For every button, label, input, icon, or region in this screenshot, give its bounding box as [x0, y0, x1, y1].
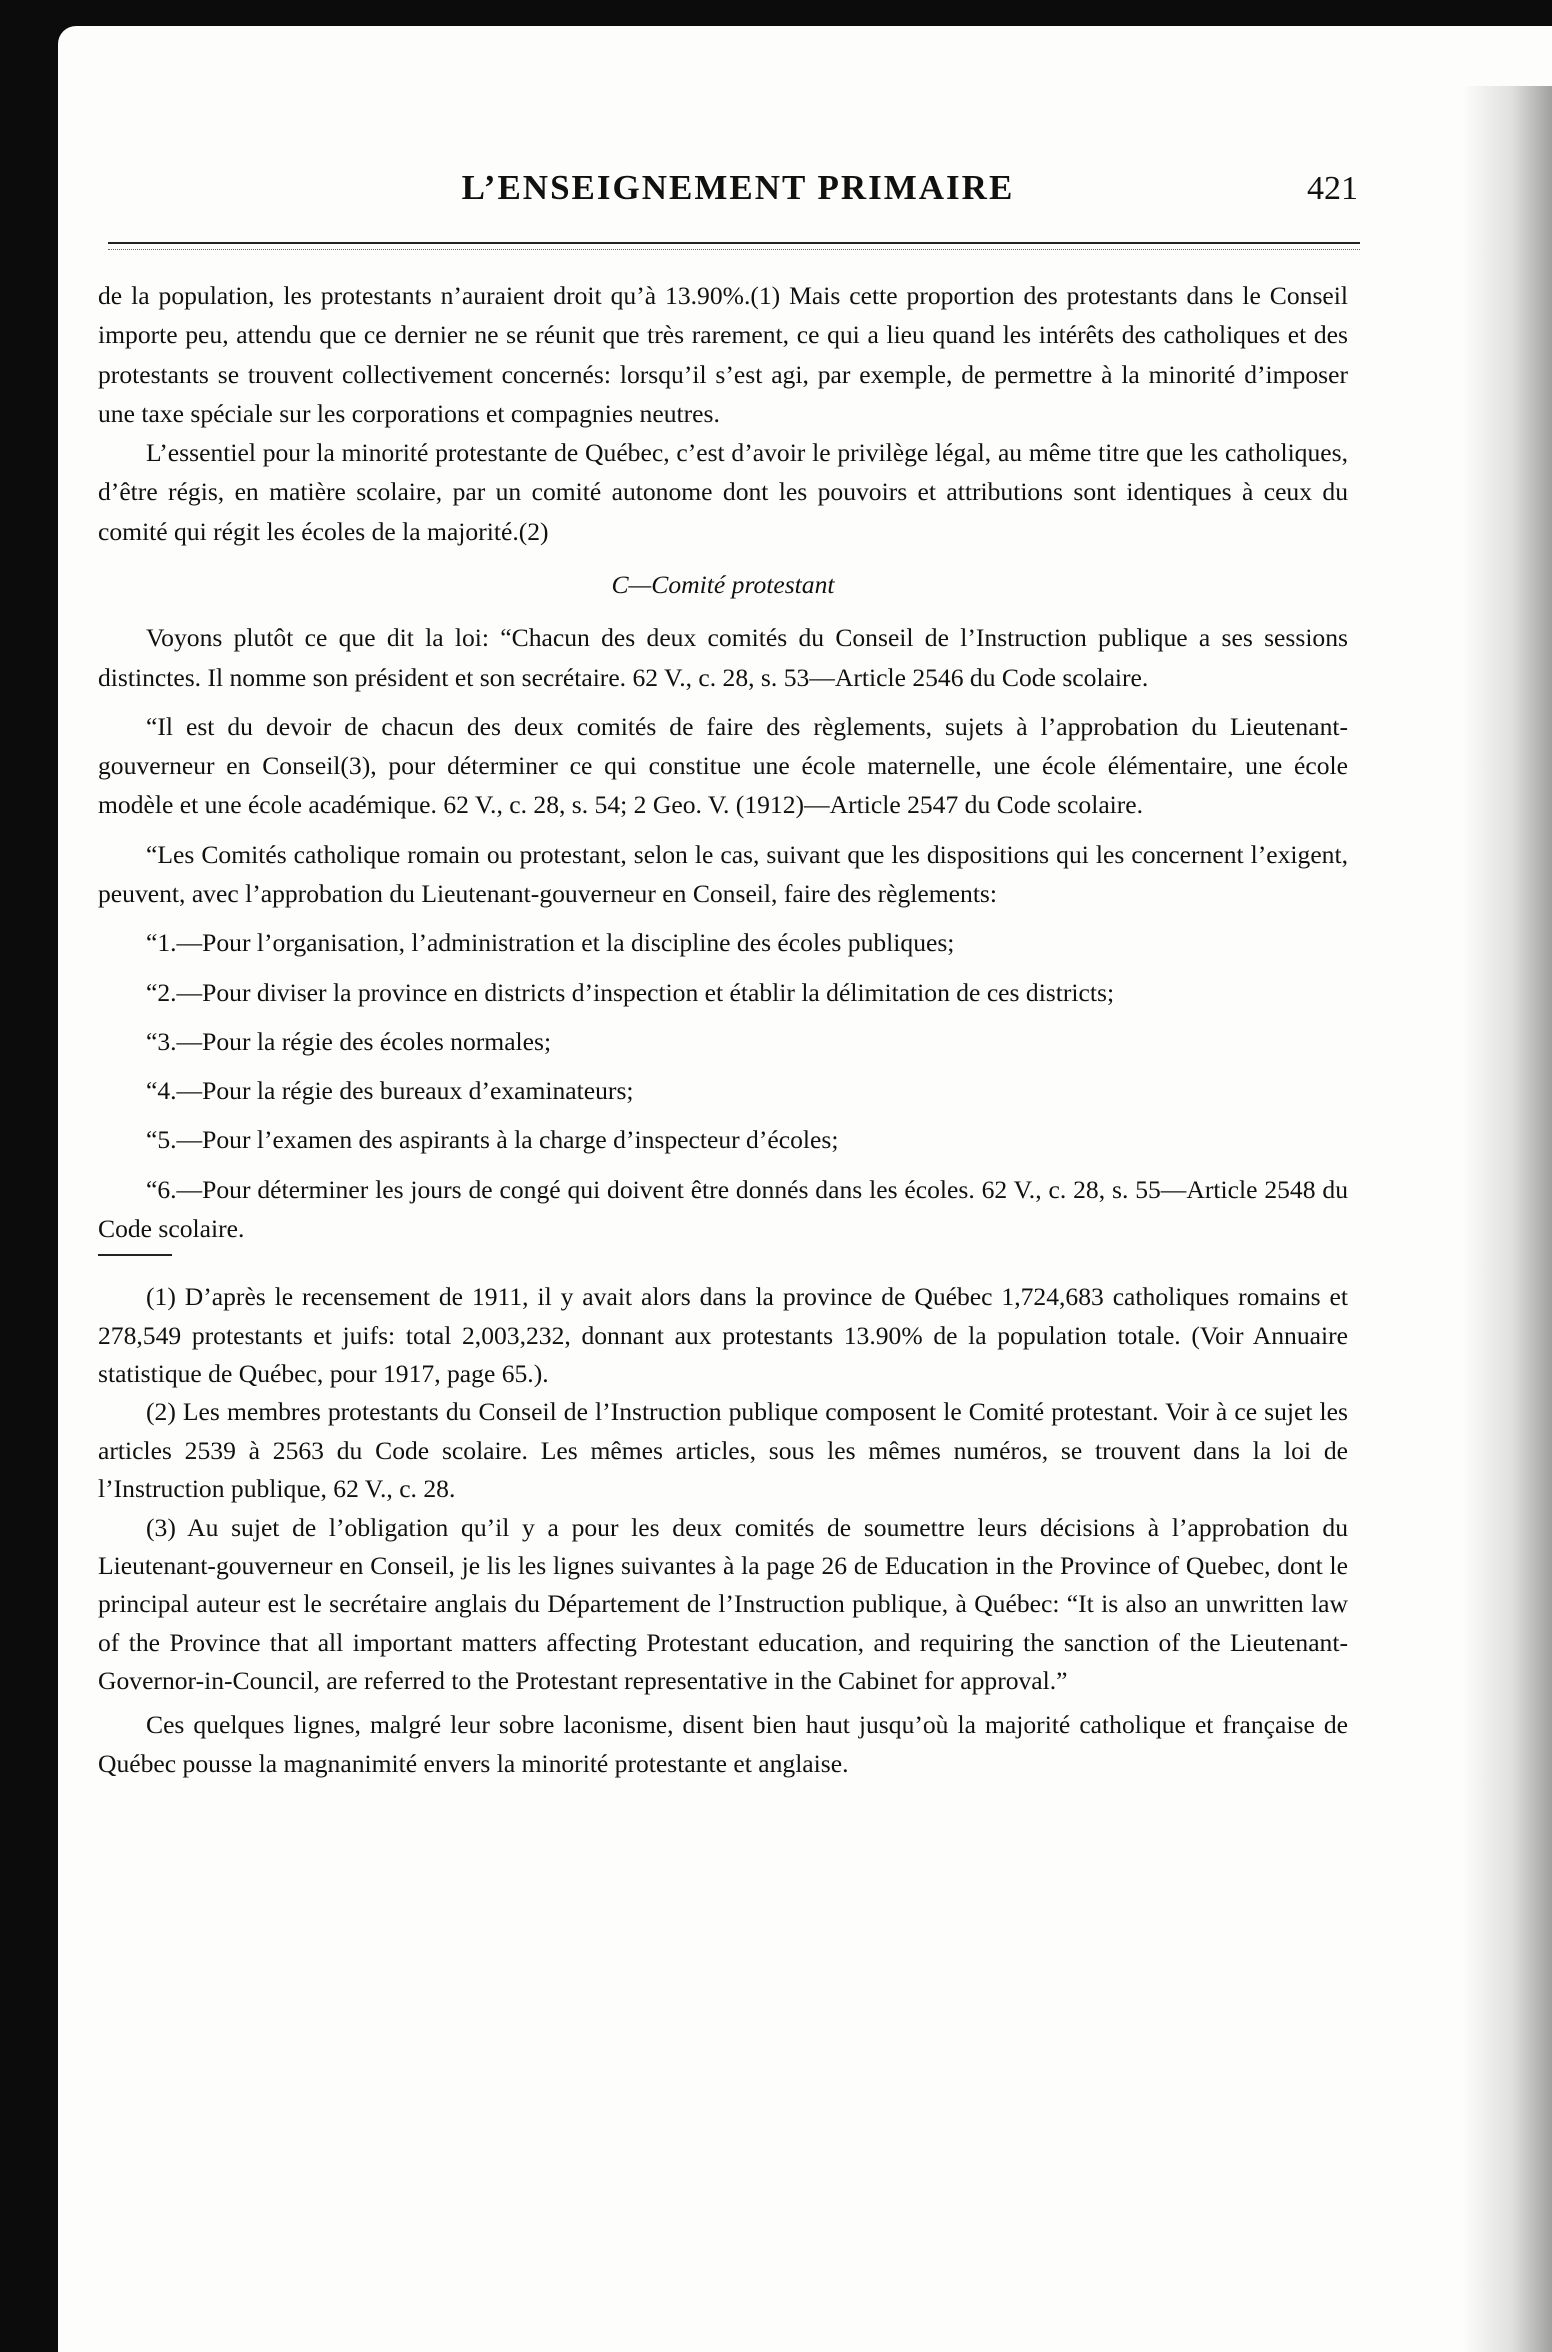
list-item: “1.—Pour l’organisation, l’administration et la discipline des écoles publiques; — [146, 928, 955, 958]
footnote-continuation: Ces quelques lignes, malgré leur sobre laconisme, disent bien haut jusqu’où la majorité catholique et française de Québec pousse la magnanimité envers la minorité protestante et anglaise. — [98, 1710, 1348, 1778]
book-page — [58, 26, 1552, 2352]
footnotes — [98, 1278, 1348, 1783]
paragraph: “Les Comités catholique romain ou protestant, selon le cas, suivant que les dispositions qui les concernent l’exigent, peuvent, avec l’approbation du Lieutenant-gouverneur en Conseil, faire des règlements: — [98, 839, 1348, 908]
paragraph: Voyons plutôt ce que dit la loi: “Chacun des deux comités du Conseil de l’Instruction publique a ses sessions distinctes. Il nomme son président et son secrétaire. 62 V., c. 28, s. 53—Article 2546 du Code scolaire. — [98, 623, 1348, 692]
paragraph: L’essentiel pour la minorité protestante de Québec, c’est d’avoir le privilège légal, au même titre que les catholiques, d’être régis, en matière scolaire, par un comité autonome dont les pouvoirs et attributions sont identiques à ceux du comité qui régit les écoles de la majorité.(2) — [98, 438, 1348, 546]
list-item: “3.—Pour la régie des écoles normales; — [146, 1026, 552, 1056]
scan-left-border — [0, 0, 58, 2352]
footnote: (1) D’après le recensement de 1911, il y avait alors dans la province de Québec 1,724,683 catholiques romains et 278,549 protestants et juifs: total 2,003,232, donnant aux protestants 13.90% de la population totale. (Voir Annuaire statistique de Québec, pour 1917, page 65.). — [98, 1282, 1348, 1388]
footnote: (2) Les membres protestants du Conseil de l’Instruction publique composent le Comité protestant. Voir à ce sujet les articles 2539 à 2563 du Code scolaire. Les mêmes articles, sous les mêmes numéros, se trouvent dans la loi de l’Instruction publique, 62 V., c. 28. — [98, 1397, 1348, 1504]
running-head — [98, 158, 1358, 218]
page-content — [98, 158, 1358, 1783]
list-item: “2.—Pour diviser la province en districts d’inspection et établir la délimitation de ces districts; — [146, 977, 1115, 1007]
running-title: L’ENSEIGNEMENT PRIMAIRE — [461, 168, 1015, 207]
footnote: (3) Au sujet de l’obligation qu’il y a pour les deux comités de soumettre leurs décisions à l’approbation du Lieutenant-gouverneur en Conseil, je lis les lignes suivantes à la page 26 de Education in the Province of Quebec, dont le principal auteur est le secrétaire anglais du Département de l’Instruction publique, à Québec: “It is also an unwritten law of the Province that all important matters affecting Protestant education, and requiring the sanction of the Lieutenant-Governor-in-Council, are referred to the Protestant representative in the Cabinet for approval.” — [98, 1512, 1348, 1696]
paragraph: “Il est du devoir de chacun des deux comités de faire des règlements, sujets à l’approbation du Lieutenant-gouverneur en Conseil(3), pour déterminer ce qui constitue une école maternelle, une école élémentaire, une école modèle et une école académique. 62 V., c. 28, s. 54; 2 Geo. V. (1912)—Article 2547 du Code scolaire. — [98, 711, 1348, 820]
header-rule — [108, 242, 1360, 250]
list-item: “5.—Pour l’examen des aspirants à la charge d’inspecteur d’écoles; — [146, 1125, 839, 1155]
section-heading: C—Comité protestant — [611, 569, 835, 599]
page-number: 421 — [1307, 170, 1358, 207]
list-item: “4.—Pour la régie des bureaux d’examinateurs; — [146, 1076, 634, 1106]
page-edge-shadow — [1462, 86, 1552, 2352]
list-item: “6.—Pour déterminer les jours de congé qui doivent être donnés dans les écoles. 62 V., c. 28, s. 55—Article 2548 du Code scolaire. — [98, 1174, 1348, 1243]
paragraph: de la population, les protestants n’auraient droit qu’à 13.90%.(1) Mais cette proportion des protestants dans le Conseil importe peu, attendu que ce dernier ne se réunit que très rarement, ce qui a lieu quand les intérêts des catholiques et des protestants se trouvent collectivement concernés: lorsqu’il s’est agi, par exemple, de permettre à la minorité d’imposer une taxe spéciale sur les corporations et compagnies neutres. — [98, 281, 1348, 428]
body-text — [98, 276, 1348, 1248]
footnote-rule — [98, 1254, 172, 1256]
